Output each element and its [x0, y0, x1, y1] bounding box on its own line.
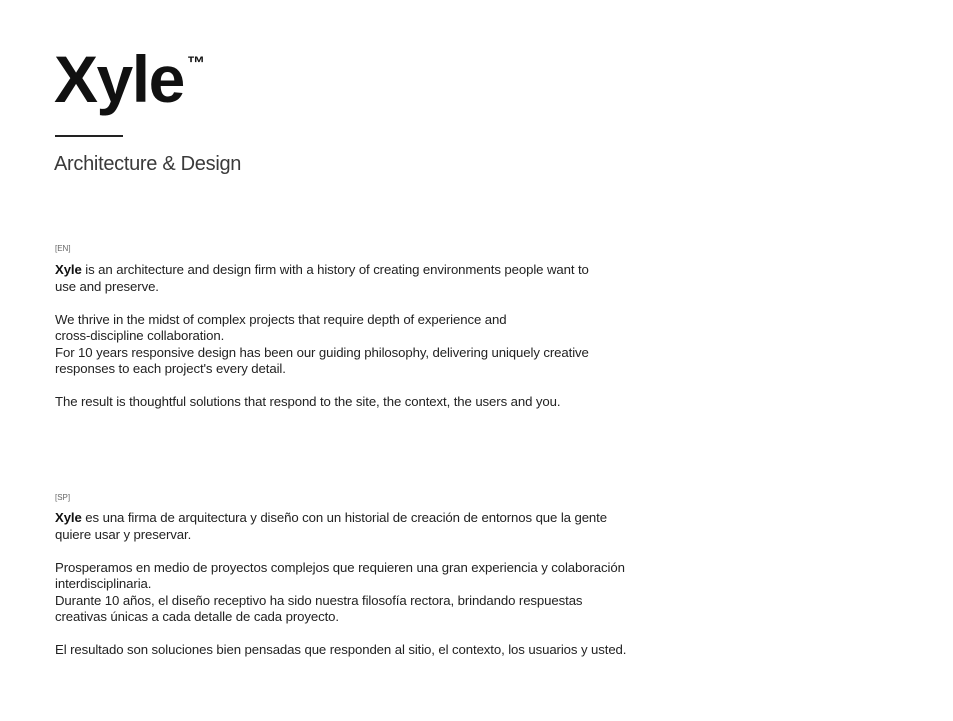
trademark-symbol: ™ [187, 53, 205, 73]
language-tag-en: [EN] [55, 244, 71, 253]
text-line: Durante 10 años, el diseño receptivo ha sido nuestra filosofía rectora, brindando respuestas [55, 592, 583, 608]
section-english [55, 262, 675, 427]
paragraph-approach [55, 560, 675, 626]
text-line: use and preserve. [55, 278, 159, 294]
text-line: El resultado son soluciones bien pensadas que responden al sitio, el contexto, los usuarios y usted. [55, 642, 627, 657]
text-line: quiere usar y preservar. [55, 526, 192, 542]
text-line: We thrive in the midst of complex projects that require depth of experience and [55, 311, 507, 327]
language-tag-sp: [SP] [55, 493, 71, 502]
paragraph-result [55, 394, 675, 411]
text-line: cross-discipline collaboration. [55, 328, 225, 343]
text-line: The result is thoughtful solutions that respond to the site, the context, the users and you. [55, 394, 561, 409]
paragraph-intro [55, 262, 675, 295]
brand-logo: Xyle [54, 42, 184, 116]
section-spanish [55, 510, 675, 675]
brand-name: Xyle [55, 262, 82, 277]
paragraph-intro [55, 510, 675, 543]
brand-name: Xyle [55, 510, 82, 525]
divider-rule [55, 135, 123, 137]
text-fragment: es una firma de arquitectura y diseño con un historial de creación de entornos que la gente [81, 510, 607, 525]
text-line: creativas únicas a cada detalle de cada proyecto. [55, 609, 339, 624]
text-fragment: is an architecture and design firm with a history of creating environments people want to [81, 262, 589, 277]
text-line: interdisciplinaria. [55, 576, 152, 591]
paragraph-approach [55, 312, 675, 378]
text-line: responses to each project's every detail. [55, 361, 286, 376]
text-line [55, 510, 675, 527]
text-line [55, 262, 675, 279]
paragraph-result [55, 642, 675, 659]
text-line: Prosperamos en medio de proyectos complejos que requieren una gran experiencia y colaboración [55, 559, 625, 575]
text-line: For 10 years responsive design has been our guiding philosophy, delivering uniquely creative [55, 344, 589, 360]
brand-tagline: Architecture & Design [54, 153, 242, 175]
